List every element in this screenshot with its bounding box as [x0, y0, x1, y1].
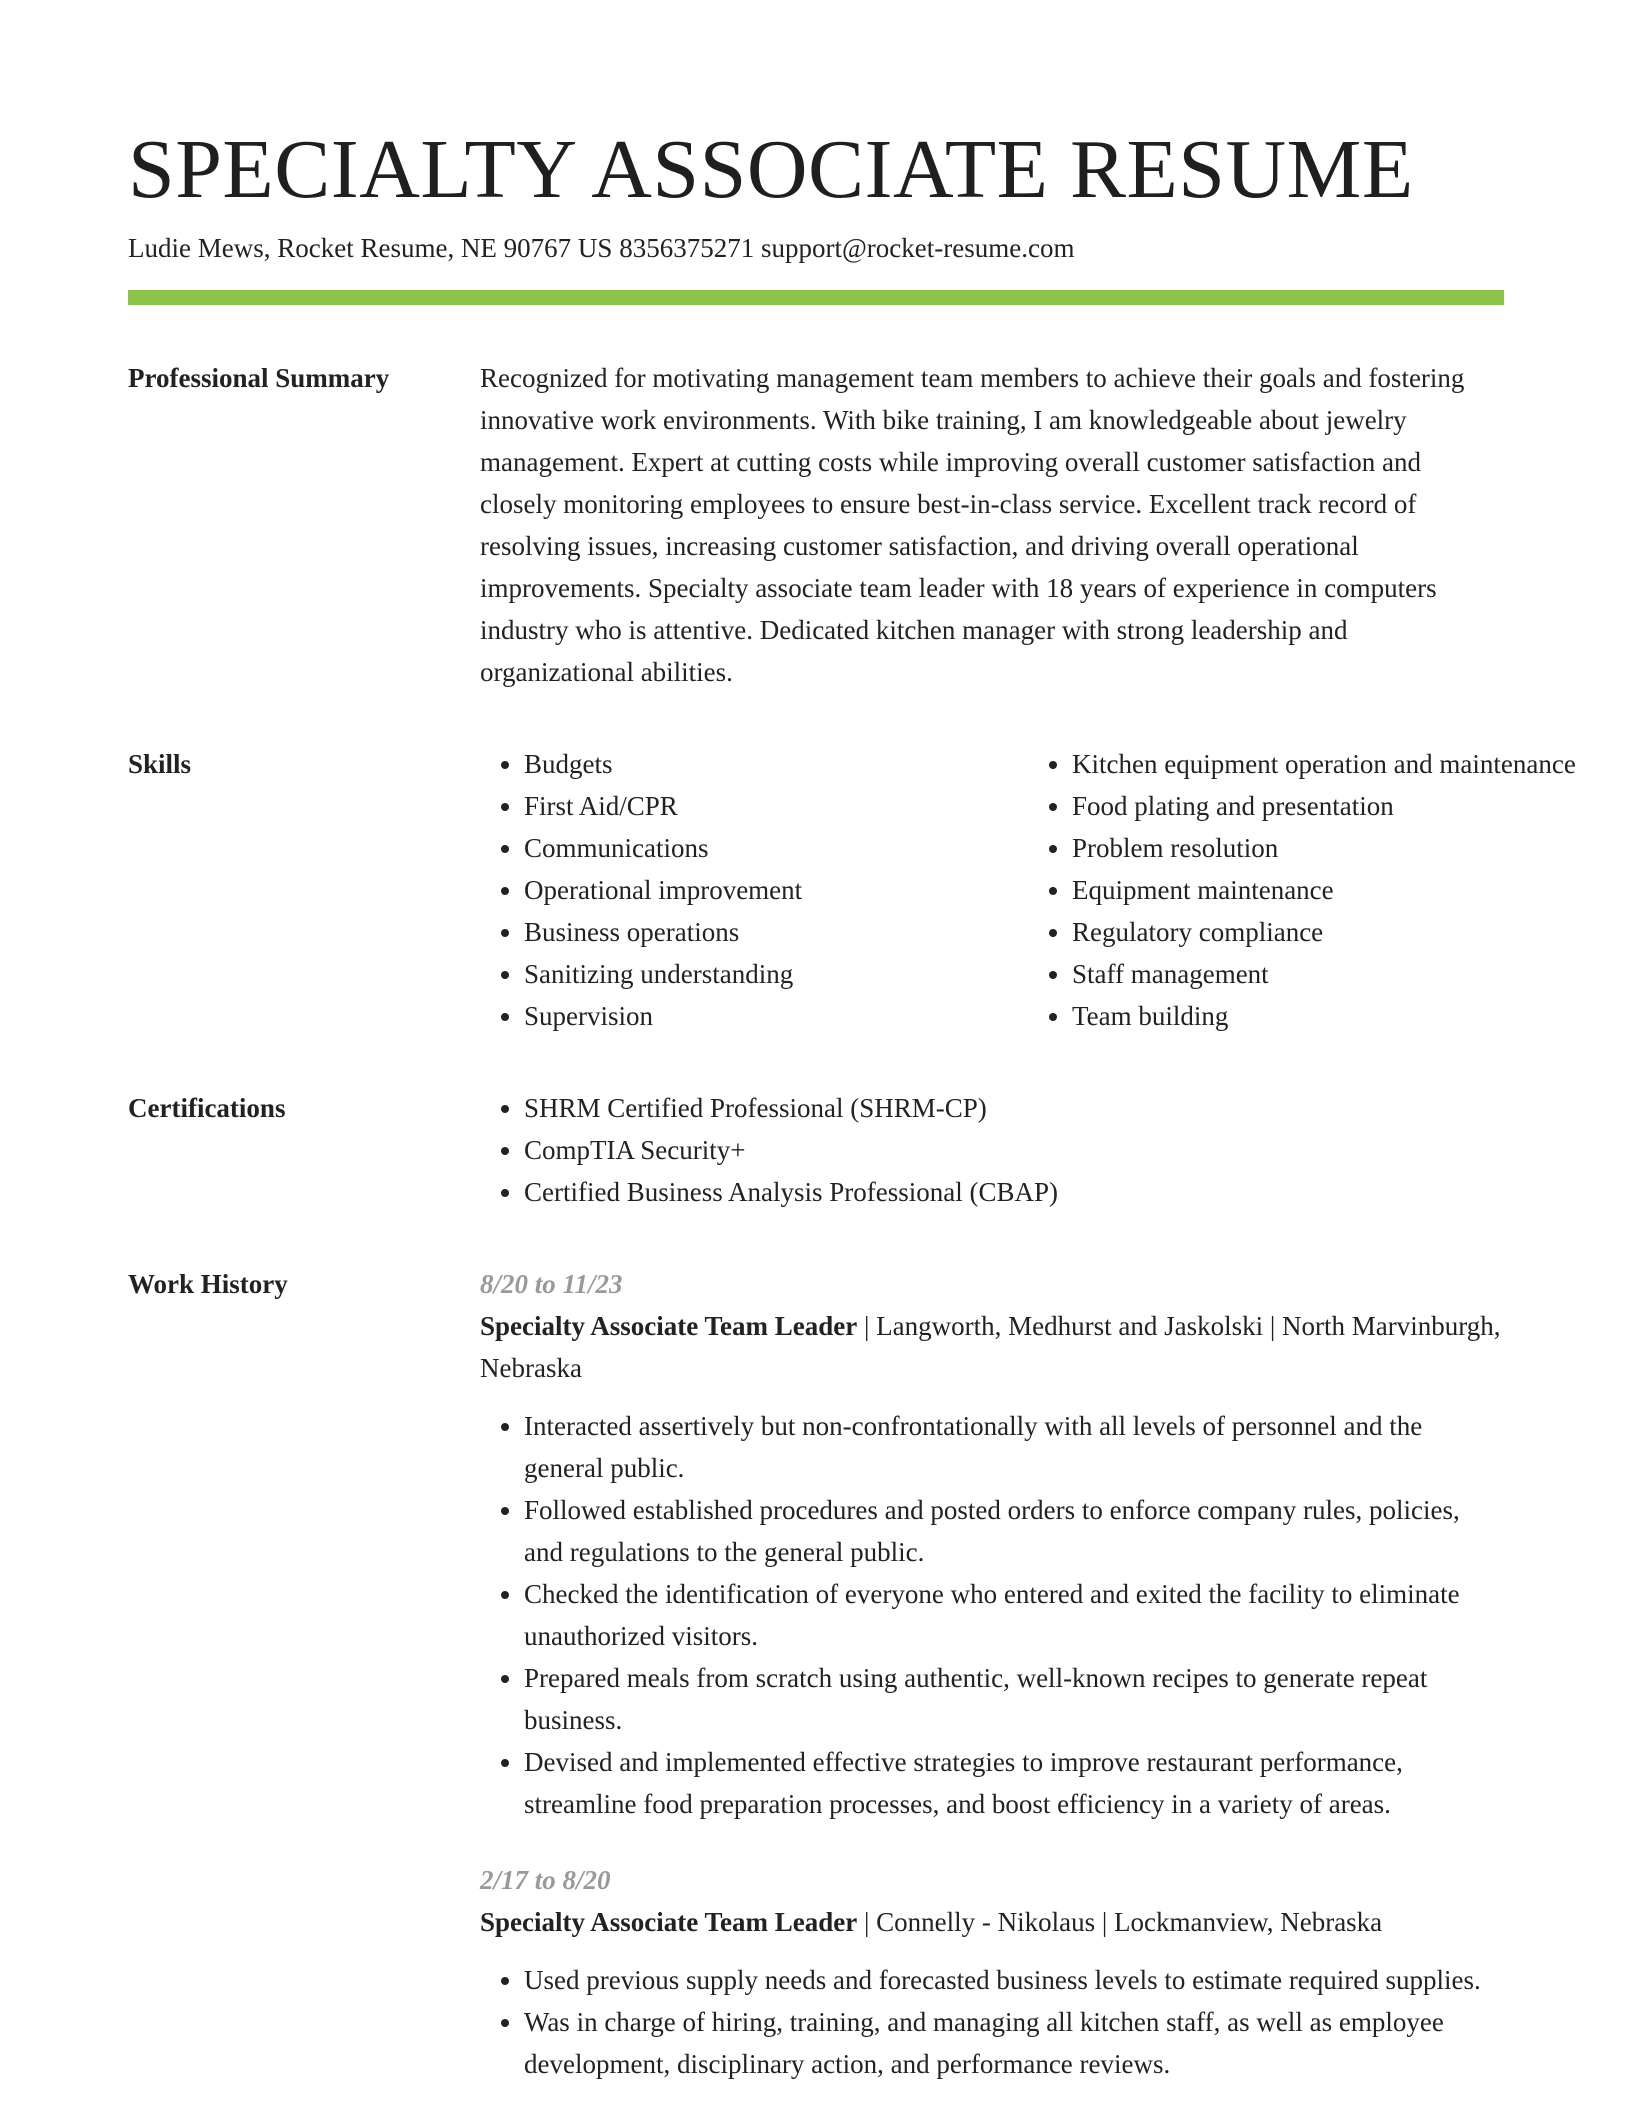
skill-item: • Equipment maintenance [1072, 869, 1576, 911]
certification-item: • SHRM Certified Professional (SHRM-CP) [524, 1087, 1504, 1129]
job-title: Specialty Associate Team Leader [480, 1311, 858, 1341]
certifications-list [480, 1087, 1504, 1213]
job-details: | Langworth, Medhurst and Jaskolski | North Marvinburgh, Nebraska [480, 1311, 1501, 1383]
job-bullet: • Interacted assertively but non-confrontationally with all levels of personnel and the general public. [524, 1405, 1504, 1489]
skills-list-left [480, 743, 1028, 1037]
resume-page [128, 120, 1576, 2085]
job-bullet: • Devised and implemented effective strategies to improve restaurant performance, streamline food preparation processes, and boost efficiency in a variety of areas. [524, 1741, 1504, 1825]
job-title: Specialty Associate Team Leader [480, 1907, 858, 1937]
skill-item: • Regulatory compliance [1072, 911, 1576, 953]
skill-item: • Communications [524, 827, 1028, 869]
skills-columns [480, 743, 1576, 1037]
job-bullet: • Was in charge of hiring, training, and managing all kitchen staff, as well as employee development, disciplinary action, and performance reviews. [524, 2001, 1504, 2085]
skill-item: • Problem resolution [1072, 827, 1576, 869]
section-label: Work History [128, 1269, 288, 1299]
skill-item: • Staff management [1072, 953, 1576, 995]
job-dates: 8/20 to 11/23 [480, 1269, 623, 1299]
section-label: Professional Summary [128, 363, 390, 393]
section-skills [128, 743, 1576, 1037]
job-heading [480, 1305, 1504, 1389]
contact-line: Ludie Mews, Rocket Resume, NE 90767 US 8356375271 support@rocket-resume.com [128, 233, 1075, 263]
skill-item: • Kitchen equipment operation and maintenance [1072, 743, 1576, 785]
skill-item: • Food plating and presentation [1072, 785, 1576, 827]
resume-title: SPECIALTY ASSOCIATE RESUME [128, 123, 1414, 216]
section-work-history [128, 1263, 1504, 2085]
section-label: Skills [128, 749, 192, 779]
section-content [480, 357, 1504, 693]
job-heading [480, 1901, 1504, 1943]
skill-item: • Team building [1072, 995, 1576, 1037]
skill-item: • First Aid/CPR [524, 785, 1028, 827]
certification-item: • Certified Business Analysis Professional (CBAP) [524, 1171, 1504, 1213]
section-professional-summary [128, 357, 1504, 693]
skill-item: • Supervision [524, 995, 1028, 1037]
certification-item: • CompTIA Security+ [524, 1129, 1504, 1171]
section-content [480, 1087, 1504, 1213]
skill-item: • Business operations [524, 911, 1028, 953]
section-certifications [128, 1087, 1504, 1213]
skill-item: • Operational improvement [524, 869, 1028, 911]
job-bullets [480, 1959, 1504, 2085]
skills-list-right [1028, 743, 1576, 1037]
section-label: Certifications [128, 1093, 286, 1123]
job-entry [480, 1859, 1504, 2085]
job-entry [480, 1263, 1504, 1825]
job-details: | Connelly - Nikolaus | Lockmanview, Nebraska [857, 1907, 1383, 1937]
job-dates: 2/17 to 8/20 [480, 1865, 611, 1895]
job-bullet: • Used previous supply needs and forecasted business levels to estimate required supplies. [524, 1959, 1504, 2001]
job-bullet: • Checked the identification of everyone who entered and exited the facility to eliminate unauthorized visitors. [524, 1573, 1504, 1657]
job-bullet: • Followed established procedures and posted orders to enforce company rules, policies, and regulations to the general public. [524, 1489, 1504, 1573]
job-bullet: • Prepared meals from scratch using authentic, well-known recipes to generate repeat business. [524, 1657, 1504, 1741]
skill-item: • Budgets [524, 743, 1028, 785]
job-bullets [480, 1405, 1504, 1825]
summary-text: Recognized for motivating management team members to achieve their goals and fostering innovative work environments. With bike training, I am knowledgeable about jewelry management. Expert at cutting costs while improving overall customer satisfaction and closely monitoring employees to ensure best-in-class service. Excellent track record of resolving issues, increasing customer satisfaction, and driving overall operational improvements. Specialty associate team leader with 18 years of experience in computers industry who is attentive. Dedicated kitchen manager with strong leadership and organizational abilities. [480, 363, 1465, 687]
section-content [480, 1263, 1504, 2085]
header-divider [128, 290, 1504, 305]
skill-item: • Sanitizing understanding [524, 953, 1028, 995]
